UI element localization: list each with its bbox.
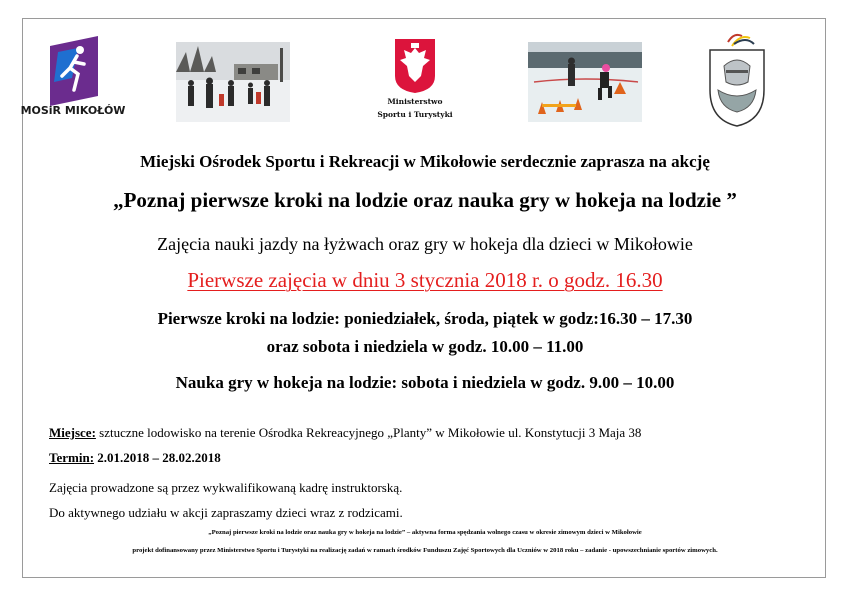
term-info: [49, 450, 221, 466]
first-session-notice: Pierwsze zajęcia w dniu 3 stycznia 2018 r. o godz. 16.30: [187, 268, 663, 292]
place-info: [49, 425, 641, 441]
mosir-logo-text: MOSiR MIKOŁÓW: [20, 104, 126, 117]
schedule-line-3: Nauka gry w hokeja na lodzie: sobota i niedziela w godz. 9.00 – 10.00: [175, 373, 675, 392]
polish-eagle-icon: [392, 36, 438, 94]
event-subtitle: Zajęcia nauki jazdy na łyżwach oraz gry w hokeja dla dzieci w Mikołowie: [157, 234, 693, 254]
event-title: „Poznaj pierwsze kroki na lodzie oraz nauka gry w hokeja na lodzie ”: [113, 188, 737, 212]
place-value: sztuczne lodowisko na terenie Ośrodka Rekreacyjnego „Planty” w Mikołowie ul. Konstytucji 3 Maja 38: [95, 425, 642, 440]
skating-photo-1: [176, 42, 290, 122]
organizer-heading: Miejski Ośrodek Sportu i Rekreacji w Mikołowie serdecznie zaprasza na akcję: [140, 152, 710, 171]
ministry-name-line1: Ministerstwo: [387, 97, 443, 106]
place-label: Miejsce:: [49, 425, 96, 440]
participation-note: Do aktywnego udziału w akcji zapraszamy dzieci wraz z rodzicami.: [49, 505, 403, 520]
term-label: Termin:: [49, 450, 95, 465]
mosir-logo: [20, 34, 126, 126]
footer-line-1: „Poznaj pierwsze kroki na lodzie oraz nauka gry w hokeja na lodzie” – aktywna forma spędzania wolnego czasu w okresie zimowym dzieci w Mikołowie: [208, 529, 642, 536]
ministry-name-line2: Sportu i Turystyki: [377, 110, 453, 119]
ministry-logo: [370, 36, 460, 136]
footer-line-2: projekt dofinansowany przez Ministerstwo Sportu i Turystyki na realizację zadań w ramach środków Funduszu Zajęć Sportowych dla Uczniów w 2018 roku – zadanie - upowszechnianie sportów zimowych.: [132, 547, 718, 554]
skating-photo-2: [528, 42, 642, 122]
instructors-note: Zajęcia prowadzone są przez wykwalifikowaną kadrę instruktorską.: [49, 480, 403, 495]
term-value: 2.01.2018 – 28.02.2018: [94, 450, 221, 465]
mikolow-coat-of-arms: [704, 32, 770, 128]
schedule-line-2: oraz sobota i niedziela w godz. 10.00 – 11.00: [266, 337, 584, 356]
schedule-line-1: Pierwsze kroki na lodzie: poniedziałek, środa, piątek w godz:16.30 – 17.30: [157, 309, 693, 328]
